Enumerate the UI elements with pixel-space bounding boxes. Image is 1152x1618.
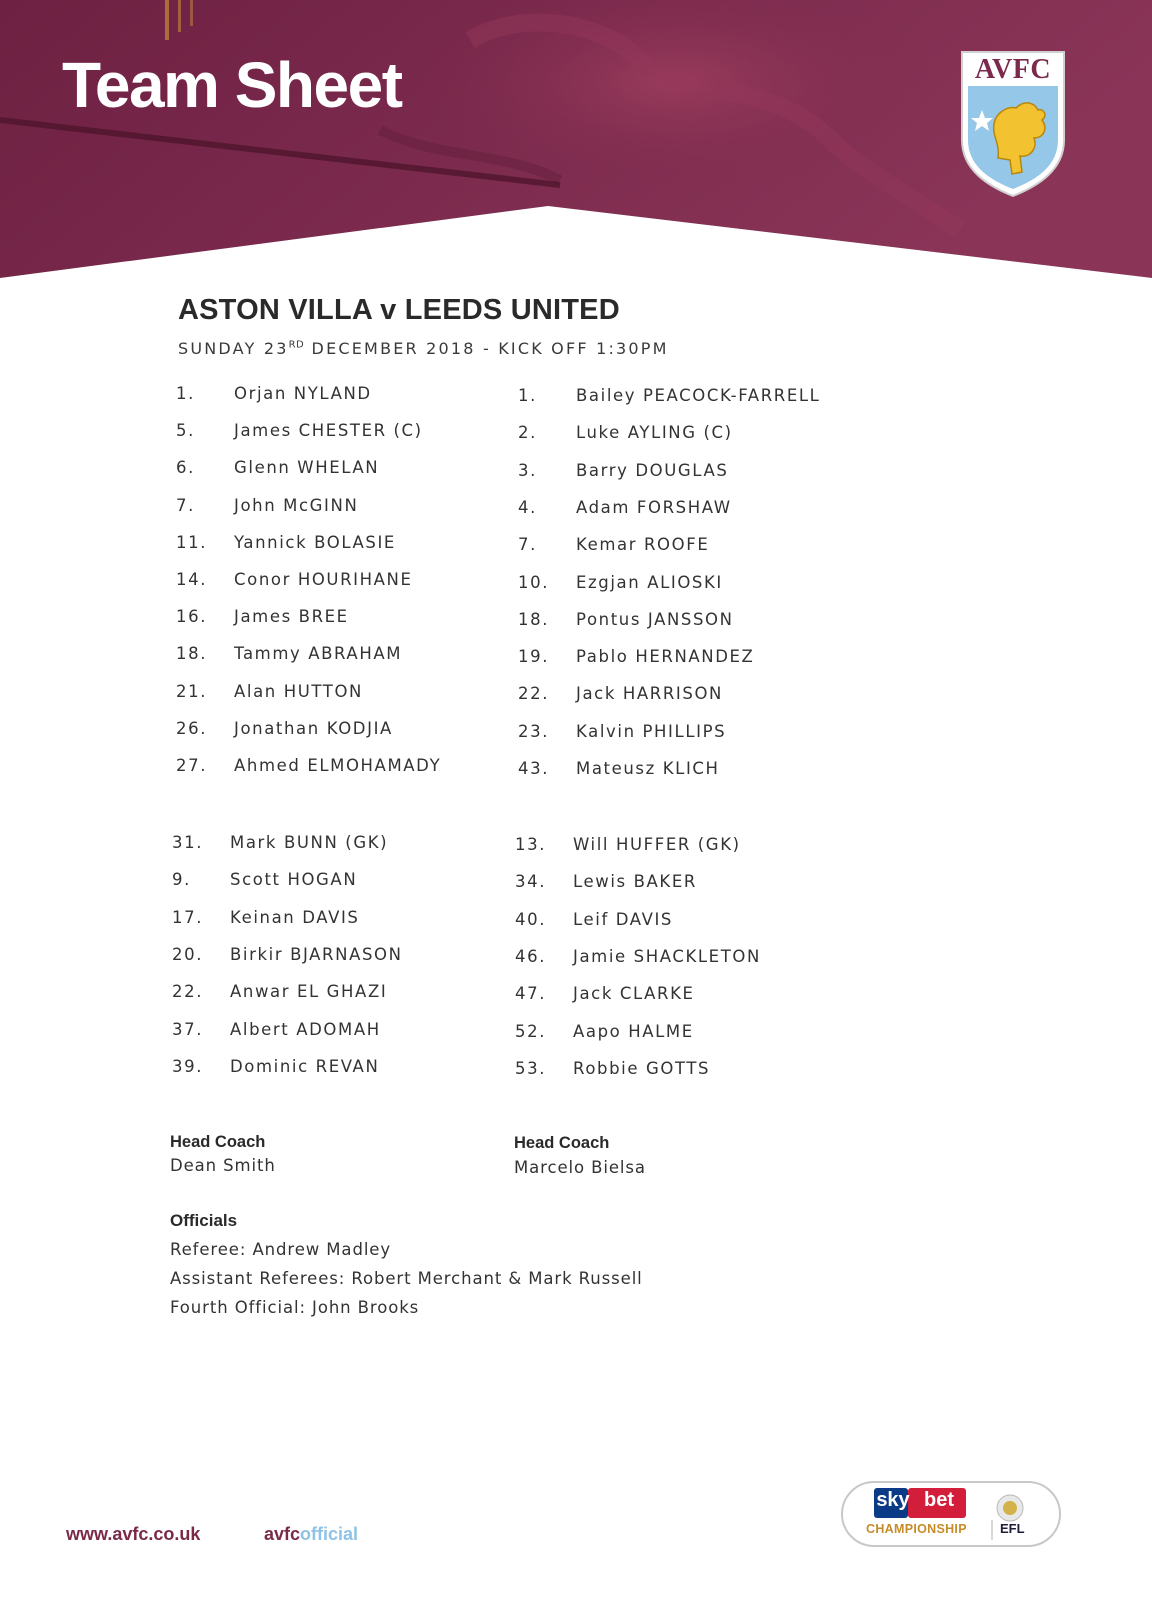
squad-number: 27.	[176, 756, 208, 775]
player-surname: JANSSON	[647, 609, 734, 629]
squad-number: 14.	[176, 570, 208, 589]
squad-number: 10.	[518, 572, 550, 592]
squad-number: 7.	[518, 535, 537, 555]
player-name	[576, 535, 709, 554]
sponsor-sky: sky	[876, 1489, 910, 1511]
player-first-name: Ezgjan	[576, 572, 641, 592]
sponsor-championship: CHAMPIONSHIP	[866, 1522, 967, 1536]
player-name	[576, 610, 734, 629]
player-first-name: Will	[573, 835, 610, 854]
website-link[interactable]: www.avfc.co.uk	[66, 1524, 201, 1544]
match-title: ASTON VILLA v LEEDS UNITED	[178, 294, 620, 326]
player-first-name: Orjan	[234, 384, 287, 403]
player-first-name: Barry	[576, 460, 629, 480]
player-surname: HOGAN	[287, 870, 358, 890]
player-first-name: Birkir	[230, 944, 284, 964]
player-first-name: Scott	[230, 870, 281, 890]
player-first-name: Anwar	[230, 982, 291, 1002]
player-name	[234, 496, 358, 515]
player-first-name: Keinan	[230, 907, 296, 927]
player-surname: HOURIHANE	[297, 570, 413, 589]
player-surname: HERNANDEZ	[635, 647, 755, 667]
player-surname: HUTTON	[283, 681, 363, 701]
player-name	[234, 384, 372, 403]
match-date-kickoff	[178, 339, 669, 358]
officials-heading: Officials	[170, 1211, 238, 1230]
assistant-referees-line: Assistant Referees: Robert Merchant & Mark Russell	[170, 1269, 643, 1288]
player-first-name: Ahmed	[234, 756, 301, 775]
player-name	[573, 872, 697, 891]
player-first-name: Bailey	[576, 386, 637, 405]
player-first-name: Kemar	[576, 535, 638, 555]
player-surname: AYLING (C)	[627, 423, 733, 443]
player-surname: BAKER	[633, 872, 697, 892]
player-surname: KLICH	[662, 759, 720, 778]
player-first-name: Tammy	[234, 644, 302, 664]
squad-number: 6.	[176, 458, 195, 478]
squad-number: 13.	[515, 835, 547, 854]
player-first-name: Glenn	[234, 458, 291, 478]
player-surname: HARRISON	[622, 684, 723, 704]
squad-number: 46.	[515, 946, 547, 966]
player-first-name: Albert	[230, 1019, 290, 1039]
player-name	[234, 533, 396, 552]
player-name	[573, 1059, 710, 1078]
player-first-name: James	[234, 421, 292, 441]
squad-number: 7.	[176, 495, 195, 515]
player-name	[230, 908, 360, 927]
player-surname: HALME	[628, 1021, 694, 1041]
player-name	[576, 722, 726, 741]
player-name	[230, 945, 403, 964]
squad-number: 47.	[515, 984, 547, 1004]
player-name	[573, 910, 673, 929]
player-name	[234, 458, 379, 477]
player-first-name: Luke	[576, 423, 621, 443]
player-surname: BOLASIE	[314, 532, 396, 552]
squad-number: 52.	[515, 1021, 547, 1041]
player-first-name: Pablo	[576, 647, 629, 667]
squad-number: 40.	[515, 909, 547, 929]
player-surname: McGINN	[283, 495, 359, 515]
player-first-name: Leif	[573, 909, 609, 929]
player-surname: ALIOSKI	[647, 572, 723, 592]
player-name	[573, 947, 761, 966]
squad-number: 18.	[518, 609, 550, 629]
squad-number: 3.	[518, 460, 537, 480]
player-first-name: Alan	[234, 681, 277, 701]
squad-number: 23.	[518, 721, 550, 741]
player-name	[230, 1020, 381, 1039]
player-surname: BUNN (GK)	[283, 833, 389, 852]
sponsor-bet: bet	[924, 1489, 954, 1511]
player-first-name: Adam	[576, 497, 631, 517]
player-surname: CHESTER (C)	[298, 421, 423, 441]
player-surname: ABRAHAM	[308, 644, 403, 664]
player-name	[576, 423, 733, 442]
home-coach-name: Dean Smith	[170, 1156, 276, 1175]
player-surname: DOUGLAS	[635, 460, 729, 480]
squad-number: 17.	[172, 907, 204, 927]
player-surname: DAVIS	[302, 907, 360, 927]
away-coach-label: Head Coach	[514, 1134, 610, 1152]
squad-number: 19.	[518, 647, 550, 667]
player-first-name: Robbie	[573, 1058, 640, 1078]
match-date-prefix: SUNDAY 23	[178, 339, 289, 358]
squad-number: 22.	[172, 982, 204, 1002]
player-surname: NYLAND	[293, 384, 372, 403]
squad-number: 39.	[172, 1056, 204, 1076]
player-surname: BJARNASON	[290, 944, 403, 964]
page-heading: Team Sheet	[62, 49, 402, 121]
player-name	[576, 498, 732, 517]
squad-number: 16.	[176, 607, 208, 627]
player-name	[230, 1057, 379, 1076]
player-first-name: Jack	[576, 684, 617, 704]
squad-number: 43.	[518, 759, 550, 778]
squad-number: 2.	[518, 423, 537, 443]
squad-number: 31.	[172, 833, 204, 852]
social-handle[interactable]	[264, 1524, 358, 1545]
player-surname: EL GHAZI	[297, 982, 388, 1002]
player-first-name: John	[234, 495, 277, 515]
social-handle-part-b: official	[300, 1524, 359, 1544]
squad-number: 9.	[172, 870, 191, 890]
player-surname: BREE	[298, 607, 349, 627]
player-name	[234, 570, 412, 589]
player-first-name: Aapo	[573, 1021, 622, 1041]
referee-line: Referee: Andrew Madley	[170, 1240, 392, 1259]
player-first-name: Mateusz	[576, 759, 656, 778]
social-handle-part-a: avfc	[264, 1524, 301, 1544]
player-surname: HUFFER (GK)	[615, 835, 741, 854]
player-name	[576, 759, 720, 778]
player-surname: WHELAN	[297, 458, 380, 478]
player-name	[230, 870, 357, 889]
squad-number: 34.	[515, 872, 547, 892]
player-surname: FORSHAW	[636, 497, 732, 517]
player-name	[576, 386, 820, 405]
player-first-name: Yannick	[234, 532, 308, 552]
player-surname: ADOMAH	[296, 1019, 381, 1039]
player-name	[234, 644, 402, 663]
player-first-name: Dominic	[230, 1056, 309, 1076]
player-name	[576, 684, 723, 703]
player-name	[576, 647, 754, 666]
squad-number: 22.	[518, 684, 550, 704]
player-name	[576, 461, 728, 480]
player-name	[573, 984, 695, 1003]
player-first-name: Conor	[234, 570, 291, 589]
player-name	[573, 835, 741, 854]
player-surname: GOTTS	[645, 1058, 711, 1078]
player-name	[576, 573, 723, 592]
crest-text: AVFC	[974, 54, 1052, 85]
player-surname: PEACOCK-FARRELL	[642, 386, 821, 405]
squad-number: 5.	[176, 421, 195, 441]
match-date-rest: DECEMBER 2018 - KICK OFF 1:30PM	[304, 339, 669, 358]
player-first-name: Jamie	[573, 946, 627, 966]
player-first-name: Jonathan	[234, 718, 320, 738]
squad-number: 21.	[176, 681, 208, 701]
player-surname: SHACKLETON	[633, 946, 761, 966]
squad-number: 11.	[176, 532, 208, 552]
player-surname: KODJIA	[326, 718, 393, 738]
player-name	[234, 756, 441, 775]
player-name	[234, 719, 393, 738]
player-name	[234, 421, 423, 440]
player-first-name: James	[234, 607, 292, 627]
player-first-name: Kalvin	[576, 721, 636, 741]
player-first-name: Lewis	[573, 872, 627, 892]
squad-number: 37.	[172, 1019, 204, 1039]
home-coach-label: Head Coach	[170, 1133, 266, 1151]
player-name	[230, 833, 388, 852]
squad-number: 53.	[515, 1058, 547, 1078]
player-surname: REVAN	[315, 1056, 380, 1076]
squad-number: 4.	[518, 497, 537, 517]
sponsor-efl: EFL	[1000, 1521, 1025, 1536]
player-surname: ROOFE	[643, 535, 710, 555]
player-surname: DAVIS	[615, 909, 673, 929]
fourth-official-line: Fourth Official: John Brooks	[170, 1298, 420, 1317]
player-surname: PHILLIPS	[642, 721, 727, 741]
player-name	[234, 607, 349, 626]
player-name	[230, 982, 387, 1001]
squad-number: 20.	[172, 944, 204, 964]
squad-number: 1.	[518, 386, 537, 405]
away-coach-name: Marcelo Bielsa	[514, 1158, 646, 1177]
squad-number: 18.	[176, 644, 208, 664]
squad-number: 26.	[176, 718, 208, 738]
player-first-name: Jack	[573, 984, 614, 1004]
player-surname: ELMOHAMADY	[307, 756, 442, 775]
player-first-name: Mark	[230, 833, 278, 852]
player-surname: CLARKE	[619, 984, 695, 1004]
match-date-ordinal: RD	[288, 339, 305, 351]
squad-number: 1.	[176, 384, 195, 403]
player-first-name: Pontus	[576, 609, 642, 629]
player-name	[234, 682, 363, 701]
player-name	[573, 1022, 694, 1041]
